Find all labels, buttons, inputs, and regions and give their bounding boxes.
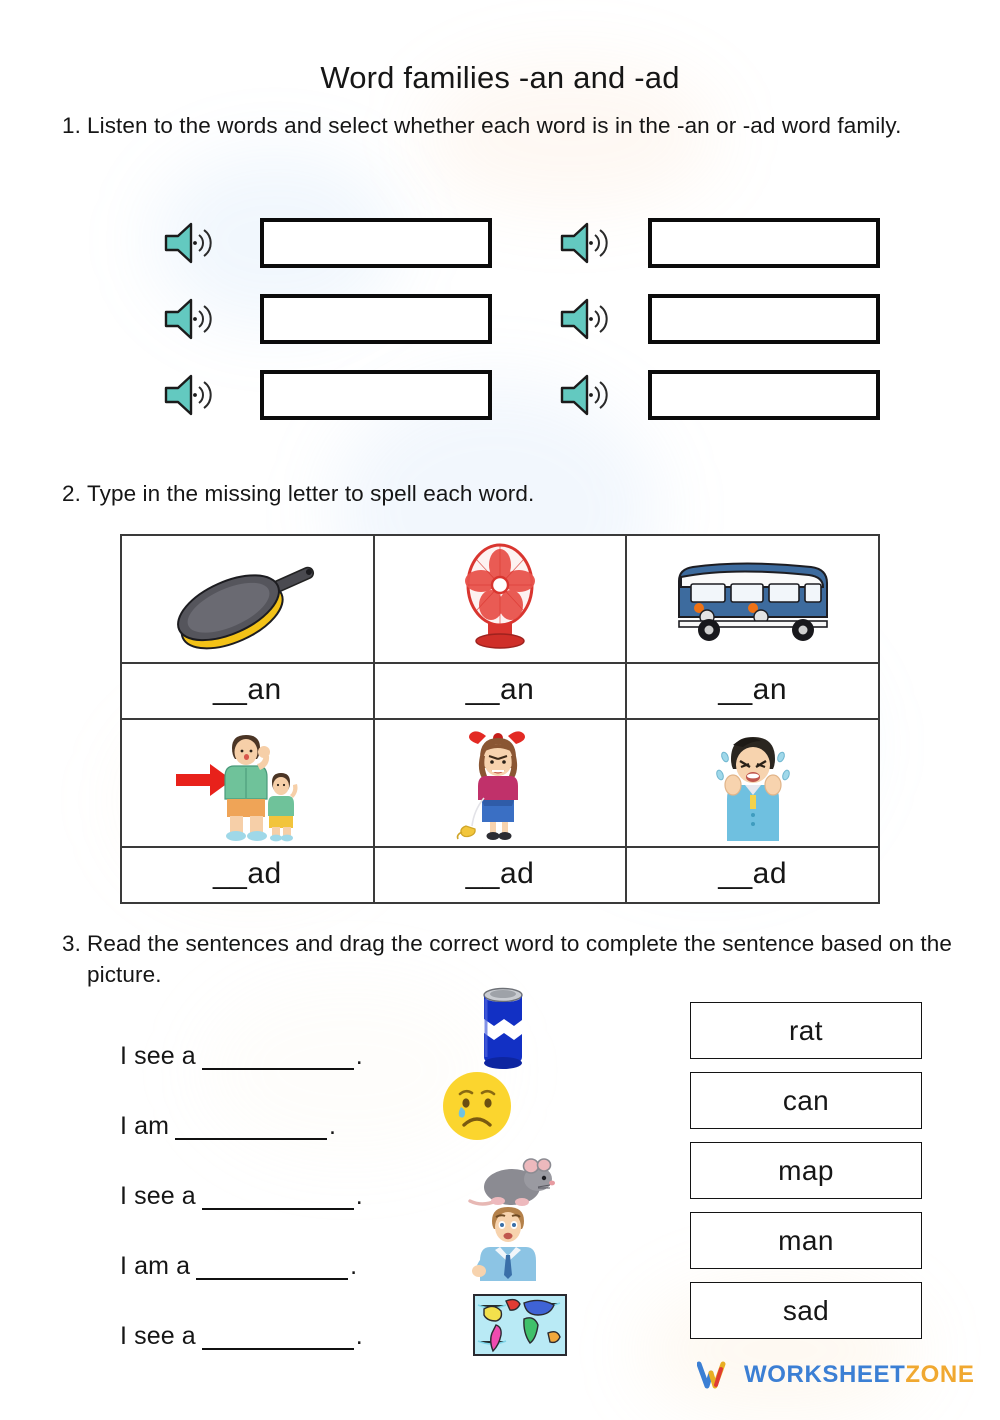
picture-cell-dad <box>121 719 374 847</box>
audio-item-5 <box>160 370 492 420</box>
instruction-2 <box>62 478 942 509</box>
word-bank-item-man[interactable]: man <box>690 1212 922 1269</box>
man-image <box>472 1203 542 1286</box>
sentence-suffix: . <box>329 1111 337 1140</box>
sentence-list <box>120 1000 590 1350</box>
audio-answer-grid <box>0 205 1000 433</box>
speaker-icon[interactable] <box>160 295 218 343</box>
instruction-2-number: 2. <box>62 481 81 506</box>
w-logo-icon <box>697 1361 731 1389</box>
table-row-words-ad <box>121 847 879 903</box>
sentence-prefix: I see a <box>120 1321 196 1350</box>
sentence-prefix: I am <box>120 1111 170 1140</box>
word-bank <box>690 1002 922 1352</box>
table-row-words-an <box>121 663 879 719</box>
speaker-icon[interactable] <box>556 219 614 267</box>
word-cell-ad-2[interactable]: __ad <box>374 847 627 903</box>
instruction-2-text: Type in the missing letter to spell each word. <box>87 481 535 506</box>
frying-pan-image <box>126 540 369 658</box>
audio-row <box>0 357 1000 433</box>
speaker-icon[interactable] <box>160 371 218 419</box>
instruction-1 <box>62 110 942 141</box>
sentence-row-3 <box>120 1140 590 1210</box>
word-cell-ad-3[interactable]: __ad <box>626 847 879 903</box>
audio-item-1 <box>160 218 492 268</box>
sad-crying-boy-image <box>631 724 874 842</box>
audio-item-4 <box>556 294 880 344</box>
sentence-row-1 <box>120 1000 590 1070</box>
audio-item-3 <box>160 294 492 344</box>
picture-cell-van <box>626 535 879 663</box>
word-cell-an-1[interactable]: __an <box>121 663 374 719</box>
word-cell-ad-1[interactable]: __ad <box>121 847 374 903</box>
sentence-row-4 <box>120 1210 590 1280</box>
table-row-pictures-an <box>121 535 879 663</box>
sentence-row-2 <box>120 1070 590 1140</box>
sentence-suffix: . <box>355 1041 363 1070</box>
sentence-suffix: . <box>355 1321 363 1350</box>
word-bank-item-can[interactable]: can <box>690 1072 922 1129</box>
sentence-blank[interactable] <box>175 1120 327 1140</box>
sentence-suffix: . <box>350 1251 358 1280</box>
answer-box[interactable] <box>260 370 492 420</box>
worksheetzone-logo <box>697 1361 974 1389</box>
sentence-prefix: I see a <box>120 1041 196 1070</box>
page-title: Word families -an and -ad <box>320 60 680 95</box>
sentence-suffix: . <box>355 1181 363 1210</box>
word-bank-item-map[interactable]: map <box>690 1142 922 1199</box>
blue-van-image <box>631 540 874 658</box>
picture-cell-mad <box>374 719 627 847</box>
audio-item-2 <box>556 218 880 268</box>
sentence-row-5 <box>120 1280 590 1350</box>
table-row-pictures-ad <box>121 719 879 847</box>
mad-girl-image <box>379 724 622 842</box>
answer-box[interactable] <box>648 370 880 420</box>
sentence-prefix: I see a <box>120 1181 196 1210</box>
answer-box[interactable] <box>648 218 880 268</box>
sentence-blank[interactable] <box>202 1190 354 1210</box>
word-bank-item-rat[interactable]: rat <box>690 1002 922 1059</box>
answer-box[interactable] <box>648 294 880 344</box>
word-cell-an-2[interactable]: __an <box>374 663 627 719</box>
brand-secondary: ZONE <box>905 1361 975 1388</box>
spelling-picture-table <box>120 534 880 904</box>
electric-fan-image <box>379 540 622 658</box>
speaker-icon[interactable] <box>556 295 614 343</box>
soda-can-image <box>472 985 534 1076</box>
brand-name <box>744 1361 974 1389</box>
world-map-image <box>472 1291 568 1364</box>
instruction-1-number: 1. <box>62 113 81 138</box>
sentence-prefix: I am a <box>120 1251 191 1280</box>
word-bank-item-sad[interactable]: sad <box>690 1282 922 1339</box>
sentence-blank[interactable] <box>196 1260 348 1280</box>
sentence-blank[interactable] <box>202 1050 354 1070</box>
word-cell-an-3[interactable]: __an <box>626 663 879 719</box>
audio-row <box>0 281 1000 357</box>
brand-primary: WORKSHEET <box>744 1361 906 1388</box>
instruction-3-number: 3. <box>62 931 81 956</box>
audio-row <box>0 205 1000 281</box>
instruction-1-text: Listen to the words and select whether each word is in the -an or -ad word family. <box>87 113 902 138</box>
answer-box[interactable] <box>260 218 492 268</box>
picture-cell-pan <box>121 535 374 663</box>
answer-box[interactable] <box>260 294 492 344</box>
instruction-3-text: Read the sentences and drag the correct word to complete the sentence based on the picture. <box>87 931 953 988</box>
picture-cell-fan <box>374 535 627 663</box>
dad-with-child-image <box>126 724 369 842</box>
instruction-3 <box>62 928 952 990</box>
sad-face-emoji-image <box>440 1069 514 1148</box>
sentence-blank[interactable] <box>202 1330 354 1350</box>
speaker-icon[interactable] <box>556 371 614 419</box>
picture-cell-sad <box>626 719 879 847</box>
audio-item-6 <box>556 370 880 420</box>
speaker-icon[interactable] <box>160 219 218 267</box>
